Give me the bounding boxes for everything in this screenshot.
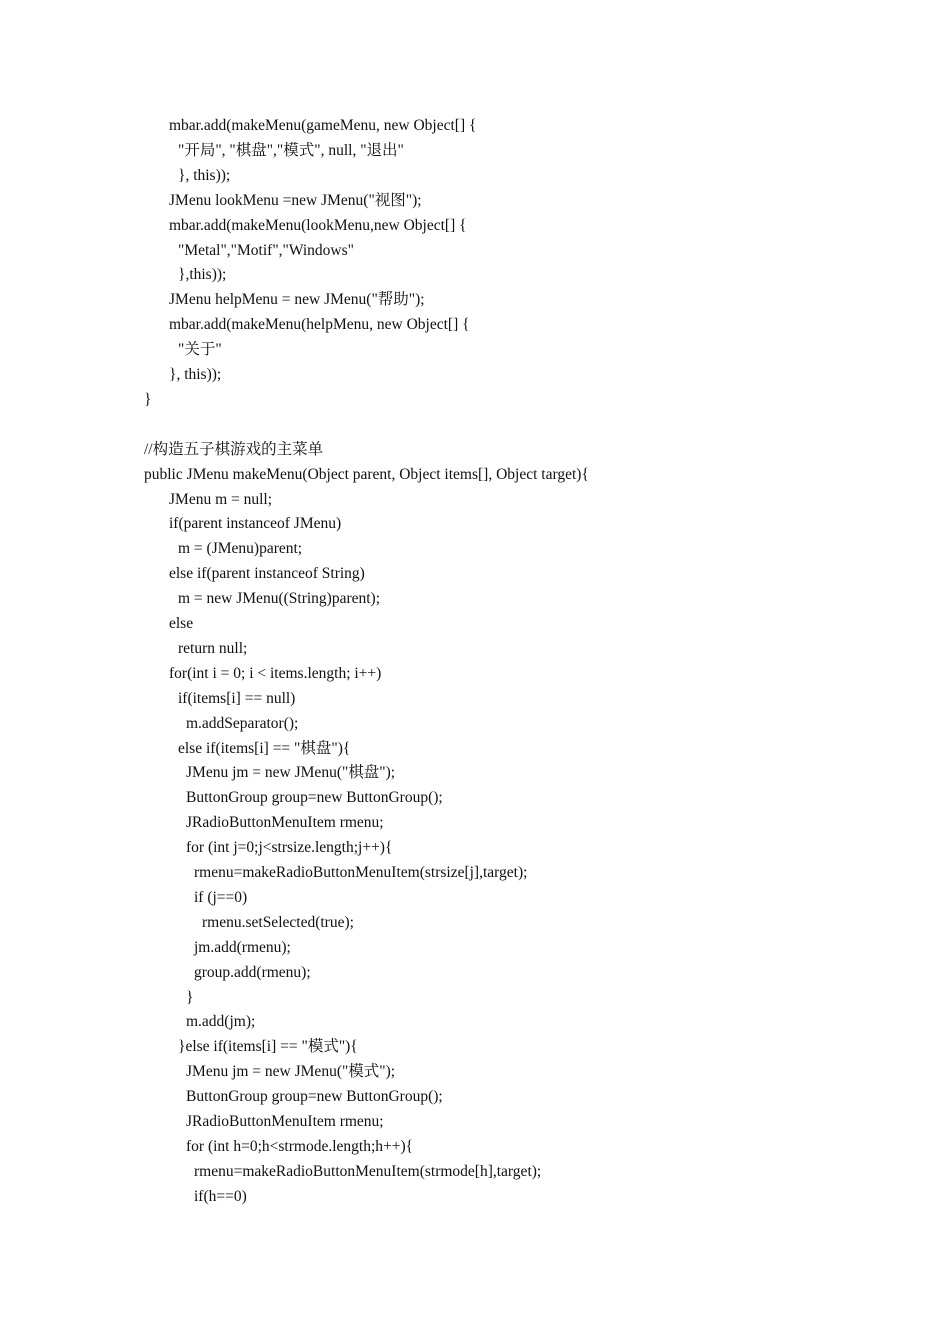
code-line: return null;: [178, 639, 248, 657]
code-line: }: [186, 988, 194, 1006]
code-line: JMenu m = null;: [169, 490, 273, 508]
code-line: JRadioButtonMenuItem rmenu;: [186, 1113, 384, 1130]
code-line: m = (JMenu)parent;: [178, 540, 303, 558]
code-line: public JMenu makeMenu(Object parent, Object items[], Object target){: [144, 465, 589, 483]
code-line: ButtonGroup group=new ButtonGroup();: [186, 1088, 443, 1106]
code-line: "Metal","Motif","Windows": [178, 241, 354, 259]
code-line: for (int j=0;j<strsize.length;j++){: [186, 839, 393, 857]
code-line: m = new JMenu((String)parent);: [178, 590, 381, 608]
code-line: },this));: [178, 266, 227, 284]
code-line: }else if(items[i] == "模式"){: [178, 1038, 358, 1056]
code-line: JRadioButtonMenuItem rmenu;: [186, 814, 384, 832]
code-line: group.add(rmenu);: [194, 963, 311, 981]
code-line: //构造五子棋游戏的主菜单: [144, 440, 324, 458]
code-line: m.add(jm);: [186, 1013, 256, 1031]
code-line: mbar.add(makeMenu(lookMenu,new Object[] {: [169, 216, 467, 234]
code-line: else if(items[i] == "棋盘"){: [178, 739, 351, 757]
code-line: else: [169, 615, 194, 632]
code-line: else if(parent instanceof String): [169, 565, 365, 583]
code-line: rmenu.setSelected(true);: [202, 913, 354, 931]
code-line: rmenu=makeRadioButtonMenuItem(strsize[j],target);: [194, 864, 528, 881]
code-line: "开局", "棋盘","模式", null, "退出": [178, 141, 404, 159]
code-line: ButtonGroup group=new ButtonGroup();: [186, 789, 443, 807]
code-line: "关于": [178, 341, 222, 359]
code-line: if(h==0): [194, 1187, 247, 1205]
code-line: }: [144, 390, 152, 408]
code-line: JMenu helpMenu = new JMenu("帮助");: [169, 291, 425, 309]
code-line: if(items[i] == null): [178, 689, 296, 707]
code-line: mbar.add(makeMenu(helpMenu, new Object[] {: [169, 316, 470, 334]
code-line: JMenu lookMenu =new JMenu("视图");: [169, 191, 422, 209]
code-line: }, this));: [169, 366, 222, 383]
code-line: if (j==0): [194, 888, 248, 906]
code-line: m.addSeparator();: [186, 714, 299, 732]
code-line: if(parent instanceof JMenu): [169, 515, 342, 533]
code-line: }, this));: [178, 166, 231, 184]
code-line: mbar.add(makeMenu(gameMenu, new Object[] {: [169, 117, 477, 134]
code-line: jm.add(rmenu);: [194, 938, 291, 956]
code-line: for (int h=0;h<strmode.length;h++){: [186, 1137, 414, 1155]
code-line: JMenu jm = new JMenu("棋盘");: [186, 764, 396, 782]
code-line: JMenu jm = new JMenu("模式");: [186, 1063, 396, 1081]
code-line: rmenu=makeRadioButtonMenuItem(strmode[h],target);: [194, 1162, 542, 1180]
code-line: for(int i = 0; i < items.length; i++): [169, 664, 382, 682]
